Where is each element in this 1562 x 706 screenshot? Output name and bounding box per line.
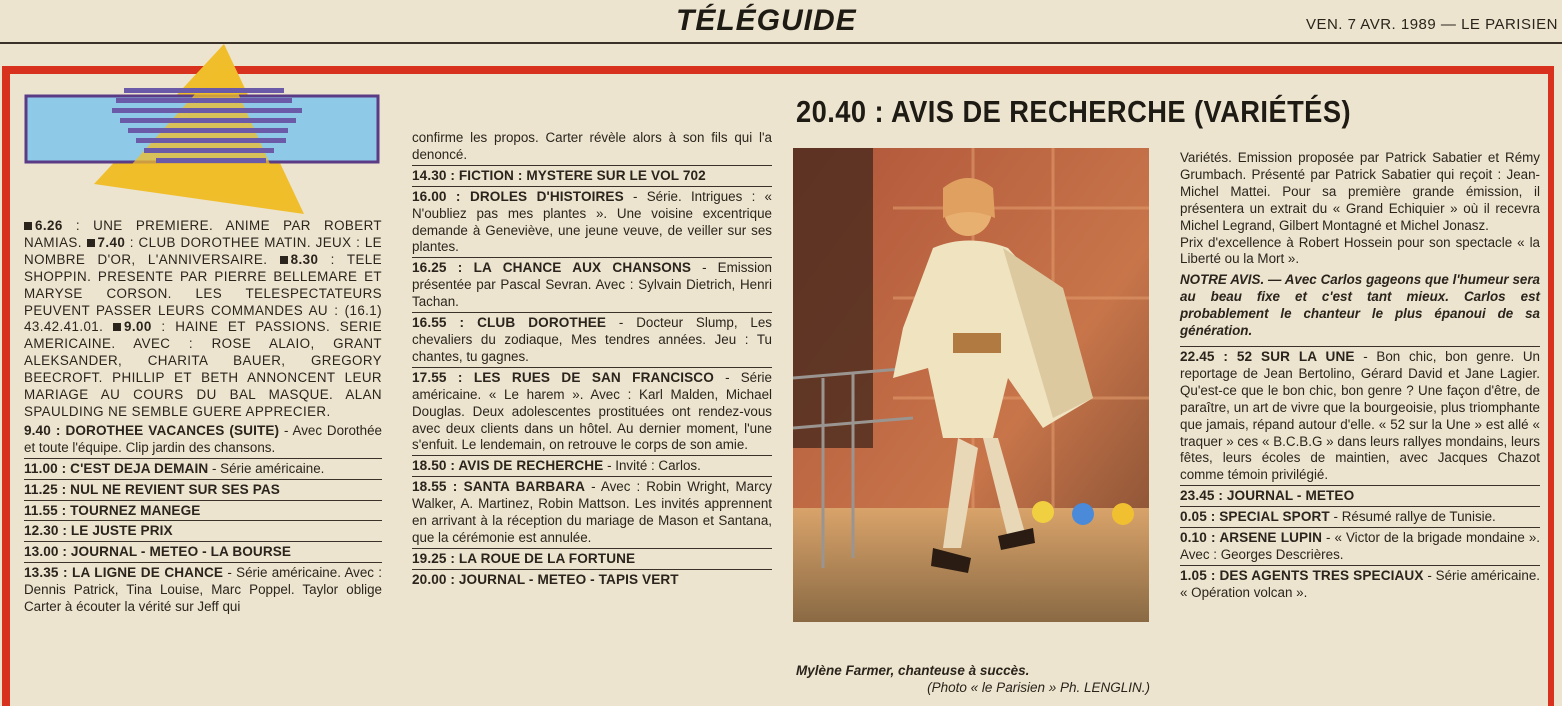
program-title: 13.00 : JOURNAL - METEO - LA BOURSE: [24, 544, 292, 560]
caption-line1: Mylène Farmer, chanteuse à succès.: [796, 663, 1030, 678]
photo-floor: [793, 508, 1149, 622]
photo-caption: [796, 662, 1156, 696]
program-title: 18.55 : SANTA BARBARA: [412, 479, 586, 495]
program-entry: [412, 477, 772, 549]
intro-text: : CLUB DOROTHEE MATIN. JEUX : LE NOMBRE D'OR, L'ANNIVERSAIRE.: [24, 234, 383, 267]
continuation-text: [412, 128, 772, 166]
notre-avis: NOTRE AVIS. — Avec Carlos gageons que l'humeur sera au beau fixe et c'est tant mieux. Carlos est probablement le chanteur le plus épanoui de sa génération.: [1180, 272, 1540, 339]
intro-time: 7.40: [97, 234, 126, 250]
program-title: 16.25 : LA CHANCE AUX CHANSONS: [412, 260, 692, 276]
program-entry: [1180, 347, 1540, 486]
program-title: 19.25 : LA ROUE DE LA FORTUNE: [412, 550, 636, 566]
photo-wall-dark: [793, 148, 873, 448]
stage-light-blue: [1072, 503, 1094, 525]
column-4: [1180, 150, 1540, 603]
intro-text: : TELE SHOPPIN. PRESENTE PAR PIERRE BELLEMARE ET MARYSE CORSON. LES TELESPECTATEURS PEUVENT PASSER LEURS COMMANDES AU : (16.1) 43.42.41.01.: [24, 251, 382, 335]
program-desc: - Bon chic, bon genre. Un reportage de Jean Bertolino, Gérard David et Jane Lagier. Qu'est-ce que le bon chic, bon genre ? Une façon d'être, de paraître, un art de vivre que la bourgeoisie, plus triomphante que jamais, répand autour d'elle. « 52 sur la Une » est allé « traquer » ces « B.C.B.G » dans leurs rallyes mondains, leurs fêtes, leurs écoles de maintien, avec Jacques Chazot comme témoin privilégié.: [1180, 348, 1540, 483]
bullet-square-icon: [87, 239, 95, 247]
program-entry: [412, 368, 772, 457]
program-title: 11.00 : C'EST DEJA DEMAIN: [24, 460, 209, 476]
program-entry: [412, 570, 772, 590]
intro-time: 6.26: [35, 218, 63, 233]
bullet-square-icon: [280, 256, 288, 264]
program-title: 0.05 : SPECIAL SPORT: [1180, 509, 1330, 525]
program-title: 23.45 : JOURNAL - METEO: [1180, 488, 1355, 504]
program-title: 12.30 : LE JUSTE PRIX: [24, 523, 173, 539]
program-title: 9.40 : DOROTHEE VACANCES (SUITE): [24, 422, 280, 438]
program-title: 16.00 : DROLES D'HISTOIRES: [412, 188, 624, 204]
program-desc: - Série américaine. Avec : Dennis Patrick, Tina Louise, Marc Poppel. Taylor oblige Carter à écouter la vérité sur Jeff qui: [24, 565, 383, 615]
intro-time: 8.30: [290, 251, 319, 267]
program-entry: [24, 542, 382, 563]
intro-time: 9.00: [124, 319, 152, 335]
program-desc: - Avec Dorothée et toute l'équipe. Clip jardin des chansons.: [24, 422, 382, 455]
program-entry: [24, 501, 382, 522]
program-desc: - Résumé rallye de Tunisie.: [1329, 509, 1496, 525]
program-title: 11.25 : NUL NE REVIENT SUR SES PAS: [24, 481, 280, 497]
program-entry: [1180, 507, 1540, 528]
program-title: 22.45 : 52 SUR LA UNE: [1180, 348, 1355, 364]
program-entry: [24, 459, 382, 480]
program-desc: - Série. Intrigues : « N'oubliez pas mes plantes ». Une voisine excentrique demande à Geneviève, une jeune veuve, de veiller sur ses plantes.: [412, 188, 772, 255]
divider: [1180, 340, 1540, 347]
morning-intro: [24, 218, 382, 421]
column-2: [412, 128, 772, 590]
intro-text: : UNE PREMIERE. ANIME PAR ROBERT NAMIAS.: [24, 218, 382, 250]
page-title: TÉLÉGUIDE: [676, 4, 857, 37]
program-entry: [1180, 486, 1540, 507]
program-desc: - Série américaine. « Opération volcan ».: [1180, 567, 1540, 600]
program-entry: [24, 421, 382, 459]
program-entry: [412, 313, 772, 368]
program-entry: [24, 521, 382, 542]
program-desc: - Emission présentée par Pascal Sevran. Avec : Sylvain Dietrich, Henri Tachan.: [412, 260, 772, 310]
program-title: 13.35 : LA LIGNE DE CHANCE: [24, 565, 224, 581]
program-entry: [412, 456, 772, 477]
program-entry: [412, 166, 772, 187]
program-entry: [412, 549, 772, 570]
feature-headline: 20.40 : AVIS DE RECHERCHE (VARIÉTÉS): [796, 94, 1351, 129]
program-entry: [24, 563, 382, 617]
column-1: [24, 218, 382, 617]
continuation-desc: confirme les propos. Carter révèle alors à son fils qui l'a denoncé.: [412, 130, 772, 162]
program-entry: [24, 480, 382, 501]
program-desc: - Invité : Carlos.: [603, 458, 701, 474]
dateline: VEN. 7 AVR. 1989 — LE PARISIEN: [1305, 16, 1558, 33]
program-title: 1.05 : DES AGENTS TRES SPECIAUX: [1180, 567, 1424, 583]
program-desc: - Série américaine.: [208, 460, 325, 476]
program-title: 18.50 : AVIS DE RECHERCHE: [412, 458, 604, 474]
program-title: 17.55 : LES RUES DE SAN FRANCISCO: [412, 369, 714, 385]
tf1-logo: [24, 44, 384, 224]
program-desc: - Série américaine. « Le harem ». Avec : Karl Malden, Michael Douglas. Deux adolescentes prostituées ont rendez-vous avec deux clients dans un hôtel. Au dernier moment, l'une s'enfuit. Le lendemain, on retrouve le corps de son amie.: [412, 369, 772, 453]
caption-line2: (Photo « le Parisien » Ph. LENGLIN.): [927, 680, 1150, 695]
program-desc: - Avec : Robin Wright, Marcy Walker, A. Martinez, Robin Mattson. Les invités apprennent en arrivant à la réception du mariage de Mason et Santana, que la cérémonie est annulée.: [412, 479, 772, 545]
stage-light-yellow: [1112, 503, 1134, 525]
program-entry: [1180, 528, 1540, 566]
program-desc: - « Victor de la brigade mondaine ». Avec : Georges Descrières.: [1180, 530, 1540, 562]
page-header: [0, 0, 1562, 44]
program-desc: - Docteur Slump, Les chevaliers du zodiaque, Mes tendres années. Jeu : Tu chantes, tu gagnes.: [412, 315, 773, 364]
program-entry: [412, 258, 772, 313]
feature-photo: [793, 148, 1149, 622]
stage-light-yellow: [1032, 501, 1054, 523]
bullet-square-icon: [113, 323, 121, 331]
feature-intro-2: Prix d'excellence à Robert Hossein pour son spectacle « la Liberté ou la Mort ».: [1180, 234, 1540, 267]
bullet-square-icon: [24, 222, 32, 230]
feature-intro: Variétés. Emission proposée par Patrick Sabatier et Rémy Grumbach. Présenté par Patrick Sabatier qui reçoit : Jean-Michel Mattei. Pour sa première grande émission, il présentera un extrait du « Grand Echiquier » où il recevra Michel Legrand, Gilbert Montagné et Michel Jonasz.: [1180, 150, 1540, 233]
program-title: 20.00 : JOURNAL - METEO - TAPIS VERT: [412, 571, 679, 587]
program-entry: [412, 187, 772, 259]
program-entry: [1180, 566, 1540, 603]
program-title: 16.55 : CLUB DOROTHEE: [412, 315, 607, 331]
intro-text: : HAINE ET PASSIONS. SERIE AMERICAINE. AVEC : ROSE ALAIO, GRANT ALEKSANDER, CHARITA BAUER, GREGORY BEECROFT. PHILLIP ET BETH ANNONCENT LEUR MARIAGE AU COURS DU BAL MASQUE. ALAN SPAULDING NE SEMBLE GUERE APPRECIER.: [24, 319, 382, 419]
program-title: 14.30 : FICTION : MYSTERE SUR LE VOL 702: [412, 167, 706, 183]
program-title: 11.55 : TOURNEZ MANEGE: [24, 502, 201, 518]
program-title: 0.10 : ARSENE LUPIN: [1180, 530, 1323, 546]
